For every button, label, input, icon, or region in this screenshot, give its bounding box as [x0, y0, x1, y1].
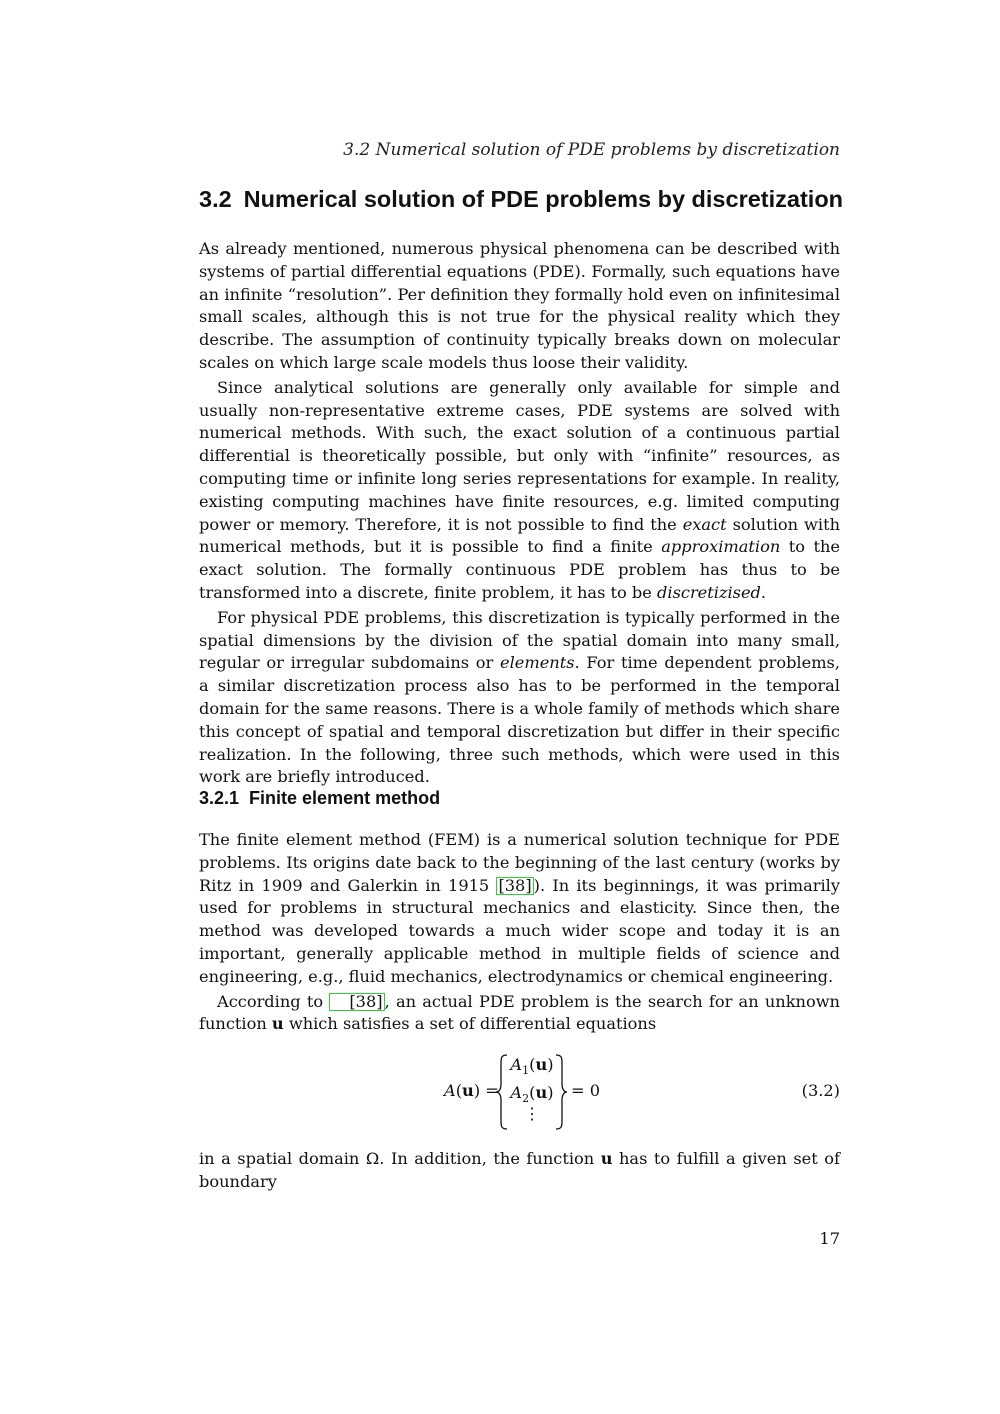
paragraph-2: Since analytical solutions are generally only available for simple and usually non-representative extreme cases, PDE systems are solved with numerical methods. With such, the exact solution of a continuous partial differential is theoretically possible, but only with “infinite” resources, as computing time or infinite long series representations for example. In reality, existing computing machines have finite resources, e.g. limited computing power or memory. Therefore, it is not possible to find the exact solution with numerical methods, but it is possible to find a finite approximation to the exact solution. The formally continuous PDE problem has thus to be transformed into a discrete, finite problem, it has to be discretizised. [199, 377, 841, 602]
equation-lhs: A(u) = [444, 1081, 499, 1100]
right-brace [554, 1054, 568, 1130]
running-header: 3.2 Numerical solution of PDE problems by discretization [343, 140, 840, 160]
page-number: 17 [819, 1229, 840, 1248]
citation-link[interactable]: [38] [329, 993, 384, 1011]
equation-3-2 [199, 1052, 840, 1132]
emphasis-discretizised: discretizised [657, 582, 761, 602]
paragraph-4: The finite element method (FEM) is a numerical solution technique for PDE problems. Its origins date back to the beginning of the last century (works by Ritz in 1909 and Galerkin in 1915 [38] ). In its beginnings, it was primarily used for problems in structural mechanics and elasticity. Since then, the method was developed towards a much wider scope and today it is an important, generally applicable method in multiple fields of science and engineering, e.g., fluid mechanics, electrodynamics or chemical engineering. [199, 830, 840, 986]
body-block-2 [199, 829, 840, 1038]
section-title-text: Numerical solution of PDE problems by discretization [243, 186, 844, 212]
emphasis-elements: elements [500, 653, 575, 673]
subsection-number: 3.2.1 [199, 788, 240, 808]
subsection-title [199, 788, 440, 809]
paragraph-3: For physical PDE problems, this discretization is typically performed in the spatial dimensions by the division of the spatial domain into many small, regular or irregular subdomains or elements. For time dependent problems, a similar discretization process also has to be performed in the temporal domain for the same reasons. There is a whole family of methods which share this concept of spatial and temporal discretization but differ in their specific realization. In the following, three such methods, which were used in this work are briefly introduced. [199, 607, 840, 787]
emphasis-approximation: approximation [661, 537, 781, 557]
section-title [199, 186, 859, 213]
equation-rhs: = 0 [571, 1081, 601, 1100]
equation-number: (3.2) [801, 1081, 840, 1100]
equation-row-2: $A_2(u)$ [510, 1083, 554, 1106]
paragraph-5: According to [38] , an actual PDE problem is the search for an unknown function u which satisfies a set of differential equations [199, 991, 840, 1034]
section-number: 3.2 [199, 186, 232, 212]
citation-link[interactable]: [38] [498, 875, 532, 895]
equation-row-1: $A_1(u)$ [510, 1055, 554, 1078]
paragraph-6: in a spatial domain Ω. In addition, the function u has to fulfill a given set of boundary [199, 1149, 840, 1191]
paragraph-1: As already mentioned, numerous physical phenomena can be described with systems of partial differential equations (PDE). Formally, such equations have an infinite “resolution”. Per definition they formally hold even on infinitesimal small scales, although this is not true for the physical reality which they describe. The assumption of continuity typically breaks down on molecular scales on which large scale models thus loose their validity. [199, 239, 840, 372]
left-brace [495, 1054, 509, 1130]
subsection-title-text: Finite element method [249, 788, 441, 808]
equation-column [510, 1054, 554, 1124]
emphasis-exact: exact [682, 514, 727, 534]
vertical-dots: ⋮ [524, 1104, 540, 1124]
body-block-1 [199, 238, 840, 791]
body-block-3 [199, 1148, 840, 1196]
